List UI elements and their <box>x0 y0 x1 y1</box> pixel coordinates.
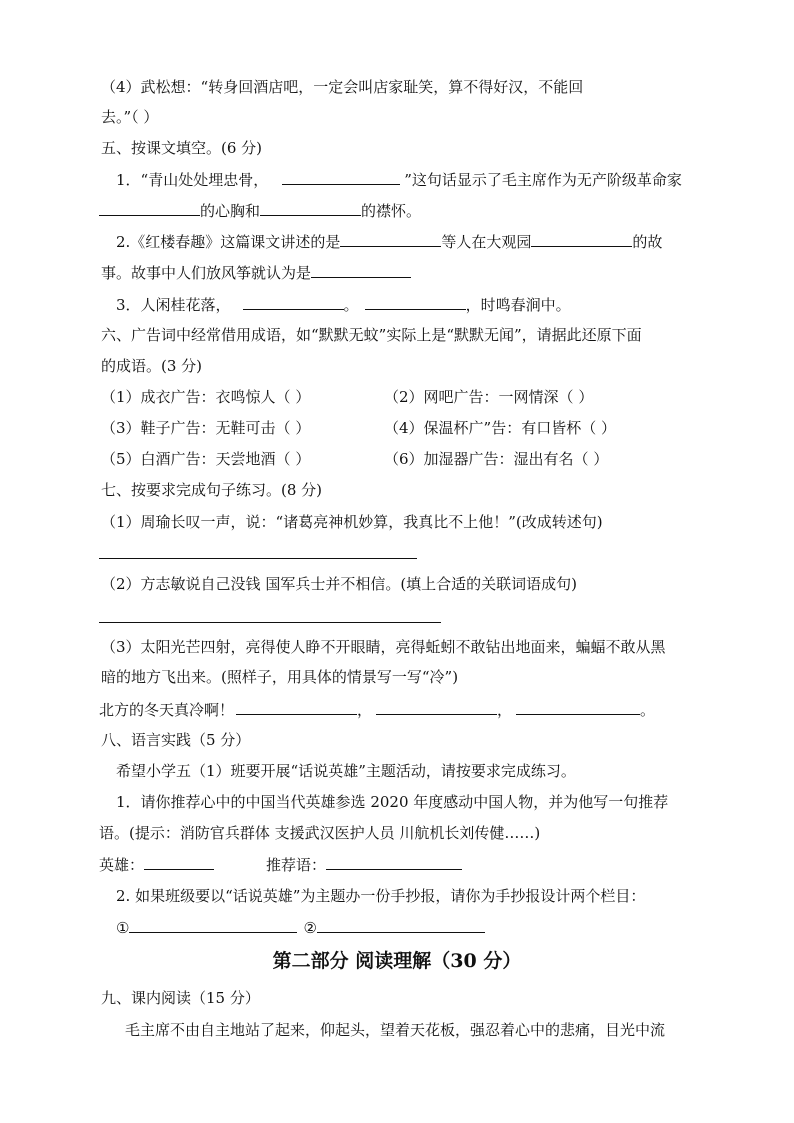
s8-columns-row: ① ② <box>116 917 485 938</box>
hero-blank[interactable] <box>144 854 214 870</box>
idiom-item-6: （6）加湿器广告：湿出有名（ ） <box>384 450 609 468</box>
section6-heading-line1: 六、广告词中经常借用成语，如“默默无蚊”实际上是“默默无闻”，请据此还原下面 <box>101 326 642 344</box>
q4-line2: 去。”（ ） <box>101 108 159 126</box>
s7-q2: （2）方志敏说自己没钱 国军兵士并不相信。(填上合适的关联词语成句) <box>101 575 578 593</box>
s5-item1-line2: 的心胸和 的襟怀。 <box>99 200 421 221</box>
blank[interactable] <box>340 231 441 247</box>
section6-heading-line2: 的成语。(3 分) <box>101 357 203 375</box>
reason-blank[interactable] <box>326 854 462 870</box>
s7-q3-line2: 暗的地方飞出来。(照样子，用具体的情景写一写“冷”) <box>101 668 459 686</box>
answer-line[interactable] <box>99 558 417 559</box>
blank[interactable] <box>311 262 411 278</box>
s5-item1-line1: 1．“青山处处埋忠骨， ”这句话显示了毛主席作为无产阶级革命家 <box>116 171 682 189</box>
s7-q3-line1: （3）太阳光芒四射，亮得使人睁不开眼睛，亮得蚯蚓不敢钻出地面来，蝙蝠不敢从黑 <box>101 638 666 656</box>
idiom-item-1: （1）成衣广告：衣鸣惊人（ ） <box>101 388 311 406</box>
section5-heading: 五、按课文填空。(6 分) <box>101 139 263 157</box>
s8-hero-row: 英雄： 推荐语： <box>99 854 462 875</box>
idiom-item-4: （4）保温杯广”告：有口皆杯（ ） <box>384 419 616 437</box>
s8-intro: 希望小学五（1）班要开展“话说英雄”主题活动，请按要求完成练习。 <box>116 762 576 780</box>
s5-item3: 3．人闲桂花落， 。 ，时鸣春涧中。 <box>116 296 571 314</box>
s7-q3-line3: 北方的冬天真冷啊！ ， ， 。 <box>99 701 656 719</box>
blank[interactable] <box>99 200 200 216</box>
blank[interactable] <box>260 200 361 216</box>
blank[interactable] <box>531 231 632 247</box>
idiom-item-3: （3）鞋子广告：无鞋可击（ ） <box>101 419 311 437</box>
section8-heading: 八、语言实践（5 分） <box>101 731 251 749</box>
s8-item2: 2. 如果班级要以“话说英雄”为主题办一份手抄报，请你为手抄报设计两个栏目： <box>116 887 646 905</box>
q4-line1: （4）武松想：“转身回酒店吧，一定会叫店家耻笑，算不得好汉，不能回 <box>101 78 584 96</box>
blank[interactable] <box>236 699 357 715</box>
blank[interactable] <box>243 294 344 310</box>
column1-blank[interactable] <box>129 917 297 933</box>
s7-q1: （1）周瑜长叹一声，说：“诸葛亮神机妙算，我真比不上他！”(改成转述句) <box>101 513 603 531</box>
s5-item2-line1: 2.《红楼春趣》这篇课文讲述的是 等人在大观园 的故 <box>116 233 663 251</box>
blank[interactable] <box>376 699 497 715</box>
column2-blank[interactable] <box>317 917 485 933</box>
part2-title: 第二部分 阅读理解（30 分） <box>272 950 522 972</box>
idiom-item-5: （5）白酒广告：天尝地酒（ ） <box>101 450 311 468</box>
blank[interactable] <box>516 699 640 715</box>
idiom-item-2: （2）网吧广告：一网情深（ ） <box>384 388 594 406</box>
s8-item1-line2: 语。(提示：消防官兵群体 支援武汉医护人员 川航机长刘传健……) <box>99 824 541 842</box>
s5-item2-line2: 事。故事中人们放风筝就认为是 <box>101 262 411 283</box>
answer-line[interactable] <box>99 622 441 623</box>
s9-passage-line1: 毛主席不由自主地站了起来，仰起头，望着天花板，强忍着心中的悲痛，目光中流 <box>125 1021 666 1039</box>
blank[interactable] <box>365 294 466 310</box>
section7-heading: 七、按要求完成句子练习。(8 分) <box>101 481 323 499</box>
section9-heading: 九、课内阅读（15 分） <box>101 989 260 1007</box>
blank[interactable] <box>282 169 400 185</box>
s8-item1-line1: 1．请你推荐心中的中国当代英雄参选 2020 年度感动中国人物，并为他写一句推荐 <box>116 793 669 811</box>
